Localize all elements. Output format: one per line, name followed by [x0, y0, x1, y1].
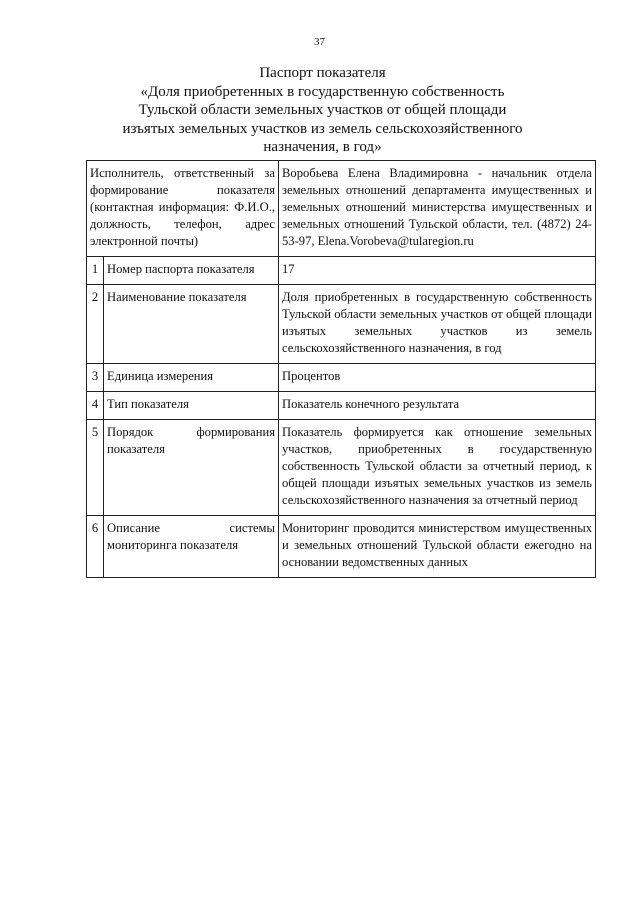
table-row — [87, 392, 596, 420]
title-line-3: Тульской области земельных участков от общей площади — [138, 102, 507, 118]
executor-label: Исполнитель, ответственный за формирование показателя (контактная информация: Ф.И.О., должность, телефон, адрес электронной почты) — [87, 161, 279, 257]
executor-value: Воробьева Елена Владимировна - начальник отдела земельных отношений департамента имущественных и земельных отношений министерства имущественных и земельных отношений Тульской области, тел. (4872) 24-53-97, Elena.Vorobeva@tularegion.ru — [279, 161, 596, 257]
row-label: Описание системы мониторинга показателя — [104, 516, 279, 578]
table-row-executor — [87, 161, 596, 257]
row-number: 6 — [87, 516, 104, 578]
row-label: Номер паспорта показателя — [104, 257, 279, 285]
document-title — [100, 64, 545, 157]
row-value: Доля приобретенных в государственную собственность Тульской области земельных участков от общей площади изъятых земельных участков из земель сельскохозяйственного назначения, в год — [279, 285, 596, 364]
title-line-2: «Доля приобретенных в государственную собственность — [140, 83, 505, 100]
title-line-1: Паспорт показателя — [259, 65, 386, 81]
row-label: Порядок формирования показателя — [104, 420, 279, 516]
row-number: 4 — [87, 392, 104, 420]
table-row — [87, 285, 596, 364]
table-row — [87, 420, 596, 516]
page-number: 37 — [314, 36, 325, 48]
title-line-5: назначения, в год» — [263, 139, 382, 155]
table-row — [87, 364, 596, 392]
title-line-4: изъятых земельных участков из земель сельскохозяйственного — [122, 120, 523, 137]
row-number: 1 — [87, 257, 104, 285]
row-value: Показатель формируется как отношение земельных участков, приобретенных в государственную собственность Тульской области за отчетный период, к общей площади изъятых земельных участков из земель сельскохозяйственного назначения за отчетный период — [279, 420, 596, 516]
table-row — [87, 257, 596, 285]
row-value: Процентов — [279, 364, 596, 392]
row-value: Мониторинг проводится министерством имущественных и земельных отношений Тульской области ежегодно на основании ведомственных данных — [279, 516, 596, 578]
row-label: Наименование показателя — [104, 285, 279, 364]
row-number: 3 — [87, 364, 104, 392]
row-number: 5 — [87, 420, 104, 516]
row-value: Показатель конечного результата — [279, 392, 596, 420]
row-label: Тип показателя — [104, 392, 279, 420]
passport-table — [86, 160, 596, 578]
table-row — [87, 516, 596, 578]
row-label: Единица измерения — [104, 364, 279, 392]
row-value: 17 — [279, 257, 596, 285]
row-number: 2 — [87, 285, 104, 364]
